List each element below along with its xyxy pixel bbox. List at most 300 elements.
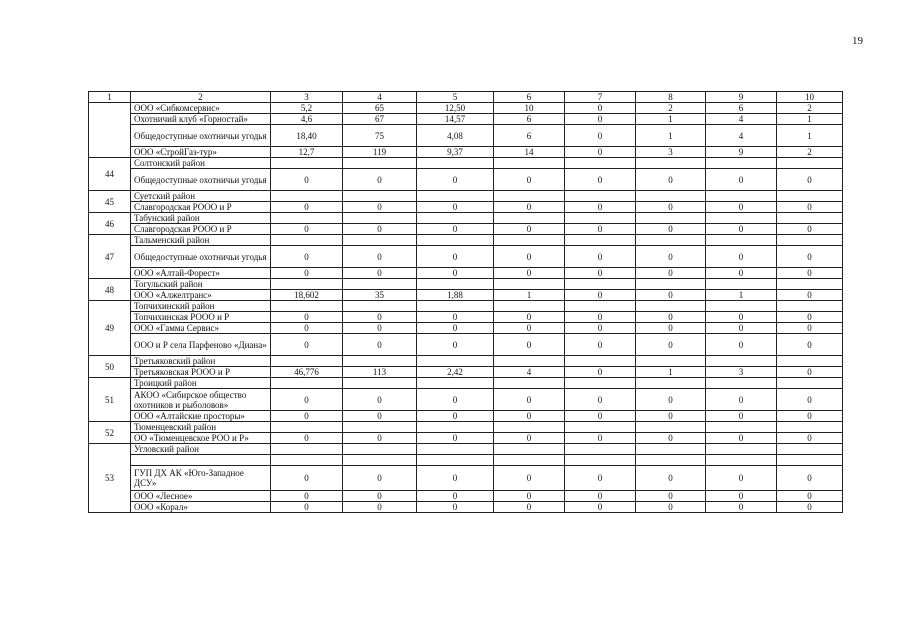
- value-cell: 0: [494, 224, 565, 235]
- empty-cell: [706, 301, 777, 312]
- value-cell: 0: [636, 491, 706, 502]
- region-number-cell: 49: [89, 301, 131, 356]
- organization-name: ГУП ДХ АК «Юго-Западное ДСУ»: [131, 466, 271, 491]
- region-title: Топчихинский район: [131, 301, 271, 312]
- organization-name: ООО и Р села Парфеново «Диана»: [131, 334, 271, 356]
- header-cell: 4: [343, 92, 417, 103]
- value-cell: 0: [706, 334, 777, 356]
- value-cell: 0: [271, 466, 343, 491]
- value-cell: 0: [417, 411, 494, 422]
- organization-name: ООО «Лесное»: [131, 491, 271, 502]
- value-cell: 10: [494, 103, 565, 114]
- empty-cell: [494, 191, 565, 202]
- table-row: [89, 224, 843, 235]
- value-cell: [706, 455, 777, 466]
- value-cell: 1: [494, 290, 565, 301]
- table-row: [89, 334, 843, 356]
- value-cell: 0: [636, 466, 706, 491]
- value-cell: 0: [636, 433, 706, 444]
- region-title-row: [89, 378, 843, 389]
- value-cell: 4: [706, 125, 777, 147]
- value-cell: 1: [636, 367, 706, 378]
- value-cell: 0: [343, 433, 417, 444]
- value-cell: [494, 455, 565, 466]
- value-cell: [271, 455, 343, 466]
- value-cell: 0: [494, 502, 565, 513]
- value-cell: 1,88: [417, 290, 494, 301]
- empty-cell: [271, 279, 343, 290]
- value-cell: 119: [343, 147, 417, 158]
- value-cell: 75: [343, 125, 417, 147]
- value-cell: 0: [494, 433, 565, 444]
- empty-cell: [417, 378, 494, 389]
- region-number-cell: 52: [89, 422, 131, 444]
- value-cell: 0: [494, 246, 565, 268]
- value-cell: 0: [271, 246, 343, 268]
- region-number-cell: [89, 103, 131, 158]
- empty-cell: [636, 279, 706, 290]
- empty-cell: [777, 356, 843, 367]
- value-cell: 0: [636, 290, 706, 301]
- region-title: Табунский район: [131, 213, 271, 224]
- value-cell: 0: [777, 202, 843, 213]
- value-cell: 0: [777, 246, 843, 268]
- empty-cell: [565, 301, 636, 312]
- value-cell: 0: [777, 169, 843, 191]
- value-cell: 0: [343, 466, 417, 491]
- value-cell: 0: [271, 334, 343, 356]
- value-cell: 4: [706, 114, 777, 125]
- empty-cell: [343, 213, 417, 224]
- value-cell: 0: [777, 312, 843, 323]
- value-cell: [636, 455, 706, 466]
- region-title: Суетский район: [131, 191, 271, 202]
- value-cell: 0: [343, 224, 417, 235]
- value-cell: 0: [417, 224, 494, 235]
- region-title: Третьяковский район: [131, 356, 271, 367]
- value-cell: 0: [417, 312, 494, 323]
- empty-cell: [777, 279, 843, 290]
- empty-cell: [636, 378, 706, 389]
- empty-cell: [565, 279, 636, 290]
- value-cell: 0: [494, 169, 565, 191]
- header-cell: 9: [706, 92, 777, 103]
- value-cell: 0: [706, 268, 777, 279]
- region-title-row: [89, 191, 843, 202]
- empty-cell: [777, 301, 843, 312]
- value-cell: 12,50: [417, 103, 494, 114]
- value-cell: 0: [706, 224, 777, 235]
- value-cell: 6: [706, 103, 777, 114]
- region-title: Солтонский район: [131, 158, 271, 169]
- value-cell: 0: [417, 433, 494, 444]
- table-row: [89, 502, 843, 513]
- value-cell: 1: [777, 114, 843, 125]
- value-cell: 0: [706, 169, 777, 191]
- region-number-cell: 47: [89, 235, 131, 279]
- empty-cell: [706, 444, 777, 455]
- value-cell: 0: [565, 290, 636, 301]
- value-cell: 0: [636, 334, 706, 356]
- empty-cell: [706, 356, 777, 367]
- header-row: [89, 92, 843, 103]
- value-cell: 0: [565, 411, 636, 422]
- value-cell: 0: [565, 114, 636, 125]
- value-cell: 0: [343, 323, 417, 334]
- value-cell: 0: [494, 268, 565, 279]
- empty-cell: [565, 422, 636, 433]
- value-cell: 0: [417, 491, 494, 502]
- table-row: [89, 411, 843, 422]
- organization-name: ООО «СтройГаз-тур»: [131, 147, 271, 158]
- value-cell: 0: [417, 268, 494, 279]
- region-number-cell: 48: [89, 279, 131, 301]
- value-cell: 1: [777, 125, 843, 147]
- empty-cell: [271, 191, 343, 202]
- empty-cell: [494, 158, 565, 169]
- region-title: Тогульский район: [131, 279, 271, 290]
- region-number-cell: 53: [89, 444, 131, 513]
- table-row: [89, 455, 843, 466]
- organization-name: [131, 455, 271, 466]
- value-cell: 0: [343, 202, 417, 213]
- value-cell: 12,7: [271, 147, 343, 158]
- value-cell: 0: [271, 389, 343, 411]
- empty-cell: [565, 213, 636, 224]
- region-title-row: [89, 422, 843, 433]
- table-row: [89, 246, 843, 268]
- header-cell: 3: [271, 92, 343, 103]
- empty-cell: [706, 213, 777, 224]
- value-cell: 0: [417, 246, 494, 268]
- empty-cell: [565, 444, 636, 455]
- empty-cell: [565, 235, 636, 246]
- value-cell: 2: [777, 103, 843, 114]
- value-cell: 0: [565, 466, 636, 491]
- empty-cell: [706, 235, 777, 246]
- value-cell: 0: [565, 367, 636, 378]
- table-body: [89, 92, 843, 513]
- value-cell: 0: [777, 268, 843, 279]
- empty-cell: [777, 235, 843, 246]
- header-cell: 5: [417, 92, 494, 103]
- empty-cell: [494, 422, 565, 433]
- value-cell: 1: [636, 125, 706, 147]
- value-cell: 6: [494, 125, 565, 147]
- organization-name: ООО «Сибкомсервис»: [131, 103, 271, 114]
- organization-name: ООО «Корал»: [131, 502, 271, 513]
- empty-cell: [494, 235, 565, 246]
- empty-cell: [706, 279, 777, 290]
- organization-name: ООО «Гамма Сервис»: [131, 323, 271, 334]
- value-cell: 2: [636, 103, 706, 114]
- empty-cell: [494, 213, 565, 224]
- empty-cell: [271, 213, 343, 224]
- table-row: [89, 367, 843, 378]
- value-cell: 0: [417, 502, 494, 513]
- region-title: Троицкий район: [131, 378, 271, 389]
- value-cell: 0: [706, 202, 777, 213]
- region-title: Тюменцевский район: [131, 422, 271, 433]
- table-row: [89, 125, 843, 147]
- empty-cell: [636, 301, 706, 312]
- value-cell: 0: [777, 433, 843, 444]
- empty-cell: [636, 235, 706, 246]
- value-cell: 113: [343, 367, 417, 378]
- value-cell: 0: [343, 246, 417, 268]
- organization-name: ООО «Алтай-Форест»: [131, 268, 271, 279]
- empty-cell: [343, 279, 417, 290]
- value-cell: [343, 455, 417, 466]
- value-cell: 0: [636, 224, 706, 235]
- value-cell: 0: [636, 312, 706, 323]
- value-cell: 3: [636, 147, 706, 158]
- value-cell: 0: [343, 268, 417, 279]
- empty-cell: [343, 301, 417, 312]
- empty-cell: [271, 235, 343, 246]
- value-cell: 0: [565, 312, 636, 323]
- empty-cell: [494, 378, 565, 389]
- empty-cell: [777, 213, 843, 224]
- value-cell: 0: [271, 411, 343, 422]
- organization-name: Топчихинская РООО и Р: [131, 312, 271, 323]
- value-cell: 0: [343, 334, 417, 356]
- value-cell: 0: [706, 502, 777, 513]
- empty-cell: [565, 356, 636, 367]
- empty-cell: [417, 301, 494, 312]
- empty-cell: [636, 356, 706, 367]
- region-number-cell: 50: [89, 356, 131, 378]
- empty-cell: [636, 444, 706, 455]
- value-cell: 0: [271, 323, 343, 334]
- empty-cell: [706, 378, 777, 389]
- value-cell: 0: [777, 466, 843, 491]
- header-cell: 7: [565, 92, 636, 103]
- value-cell: 4,08: [417, 125, 494, 147]
- organization-name: Славгородская РООО и Р: [131, 202, 271, 213]
- region-title-row: [89, 158, 843, 169]
- value-cell: 0: [706, 466, 777, 491]
- empty-cell: [494, 279, 565, 290]
- empty-cell: [777, 191, 843, 202]
- value-cell: 35: [343, 290, 417, 301]
- value-cell: 3: [706, 367, 777, 378]
- value-cell: 0: [417, 169, 494, 191]
- value-cell: 0: [777, 367, 843, 378]
- empty-cell: [706, 158, 777, 169]
- value-cell: 0: [343, 312, 417, 323]
- header-cell: 2: [131, 92, 271, 103]
- value-cell: 0: [417, 389, 494, 411]
- value-cell: 0: [343, 389, 417, 411]
- empty-cell: [343, 191, 417, 202]
- value-cell: 0: [777, 411, 843, 422]
- table-row: [89, 466, 843, 491]
- value-cell: 5,2: [271, 103, 343, 114]
- value-cell: 0: [565, 147, 636, 158]
- value-cell: 18,40: [271, 125, 343, 147]
- value-cell: 0: [706, 411, 777, 422]
- value-cell: 67: [343, 114, 417, 125]
- value-cell: 0: [271, 491, 343, 502]
- value-cell: 0: [706, 312, 777, 323]
- empty-cell: [343, 235, 417, 246]
- empty-cell: [777, 158, 843, 169]
- value-cell: 0: [343, 502, 417, 513]
- value-cell: 0: [565, 268, 636, 279]
- value-cell: 0: [343, 169, 417, 191]
- value-cell: 0: [636, 246, 706, 268]
- value-cell: 0: [777, 224, 843, 235]
- value-cell: 0: [494, 323, 565, 334]
- organization-name: Славгородская РООО и Р: [131, 224, 271, 235]
- value-cell: 0: [636, 502, 706, 513]
- value-cell: [417, 455, 494, 466]
- value-cell: 1: [706, 290, 777, 301]
- value-cell: 4: [494, 367, 565, 378]
- value-cell: 0: [271, 502, 343, 513]
- value-cell: 0: [565, 491, 636, 502]
- value-cell: 0: [271, 268, 343, 279]
- empty-cell: [271, 356, 343, 367]
- value-cell: 0: [271, 312, 343, 323]
- empty-cell: [565, 378, 636, 389]
- empty-cell: [636, 191, 706, 202]
- value-cell: 0: [565, 433, 636, 444]
- empty-cell: [271, 422, 343, 433]
- region-number-cell: 51: [89, 378, 131, 422]
- empty-cell: [343, 158, 417, 169]
- value-cell: 0: [565, 389, 636, 411]
- table-row: [89, 268, 843, 279]
- value-cell: 0: [636, 323, 706, 334]
- empty-cell: [417, 279, 494, 290]
- header-cell: 10: [777, 92, 843, 103]
- value-cell: 0: [706, 323, 777, 334]
- value-cell: 18,602: [271, 290, 343, 301]
- empty-cell: [417, 422, 494, 433]
- header-cell: 8: [636, 92, 706, 103]
- header-cell: 6: [494, 92, 565, 103]
- region-title-row: [89, 301, 843, 312]
- empty-cell: [706, 191, 777, 202]
- value-cell: 0: [494, 202, 565, 213]
- value-cell: 0: [343, 491, 417, 502]
- value-cell: 0: [417, 323, 494, 334]
- organization-name: Охотничий клуб «Горностай»: [131, 114, 271, 125]
- value-cell: 1: [636, 114, 706, 125]
- empty-cell: [417, 191, 494, 202]
- value-cell: 0: [494, 491, 565, 502]
- value-cell: 0: [777, 290, 843, 301]
- value-cell: 14: [494, 147, 565, 158]
- empty-cell: [565, 158, 636, 169]
- value-cell: 0: [271, 202, 343, 213]
- organization-name: ОО «Тюменцевское РОО и Р»: [131, 433, 271, 444]
- value-cell: 0: [777, 334, 843, 356]
- value-cell: 2: [777, 147, 843, 158]
- value-cell: 0: [343, 411, 417, 422]
- value-cell: 0: [636, 411, 706, 422]
- value-cell: 0: [494, 334, 565, 356]
- value-cell: 0: [271, 169, 343, 191]
- value-cell: 9: [706, 147, 777, 158]
- empty-cell: [777, 378, 843, 389]
- organization-name: АКОО «Сибирское общество охотников и рыболовов»: [131, 389, 271, 411]
- value-cell: 0: [565, 334, 636, 356]
- empty-cell: [343, 444, 417, 455]
- page-number: 19: [852, 35, 863, 47]
- table-row: [89, 433, 843, 444]
- value-cell: 9,37: [417, 147, 494, 158]
- empty-cell: [636, 158, 706, 169]
- table-row: [89, 389, 843, 411]
- value-cell: 0: [271, 433, 343, 444]
- value-cell: 0: [565, 125, 636, 147]
- table-row: [89, 147, 843, 158]
- value-cell: 0: [417, 202, 494, 213]
- value-cell: 0: [494, 389, 565, 411]
- value-cell: 0: [565, 502, 636, 513]
- empty-cell: [494, 301, 565, 312]
- value-cell: 0: [777, 323, 843, 334]
- value-cell: 0: [565, 246, 636, 268]
- value-cell: 0: [565, 103, 636, 114]
- empty-cell: [271, 378, 343, 389]
- empty-cell: [417, 213, 494, 224]
- region-title-row: [89, 356, 843, 367]
- empty-cell: [343, 378, 417, 389]
- organization-name: ООО «Алжелтранс»: [131, 290, 271, 301]
- empty-cell: [271, 158, 343, 169]
- value-cell: 0: [417, 466, 494, 491]
- empty-cell: [417, 158, 494, 169]
- value-cell: 0: [494, 312, 565, 323]
- value-cell: 0: [494, 466, 565, 491]
- empty-cell: [343, 422, 417, 433]
- empty-cell: [494, 356, 565, 367]
- region-number-cell: 46: [89, 213, 131, 235]
- organization-name: Общедоступные охотничьи угодья: [131, 246, 271, 268]
- table-row: [89, 323, 843, 334]
- empty-cell: [636, 213, 706, 224]
- value-cell: 0: [636, 389, 706, 411]
- value-cell: 0: [565, 169, 636, 191]
- region-title-row: [89, 279, 843, 290]
- empty-cell: [636, 422, 706, 433]
- value-cell: 0: [636, 268, 706, 279]
- empty-cell: [706, 422, 777, 433]
- value-cell: 0: [706, 491, 777, 502]
- value-cell: [777, 455, 843, 466]
- value-cell: 0: [271, 224, 343, 235]
- table-row: [89, 169, 843, 191]
- region-number-cell: 44: [89, 158, 131, 191]
- value-cell: 0: [565, 224, 636, 235]
- table-row: [89, 103, 843, 114]
- empty-cell: [343, 356, 417, 367]
- empty-cell: [565, 191, 636, 202]
- organization-name: Общедоступные охотничьи угодья: [131, 125, 271, 147]
- value-cell: 2,42: [417, 367, 494, 378]
- region-title-row: [89, 235, 843, 246]
- header-cell: 1: [89, 92, 131, 103]
- value-cell: 0: [777, 389, 843, 411]
- value-cell: [565, 455, 636, 466]
- organization-name: Общедоступные охотничьи угодья: [131, 169, 271, 191]
- empty-cell: [417, 356, 494, 367]
- empty-cell: [777, 444, 843, 455]
